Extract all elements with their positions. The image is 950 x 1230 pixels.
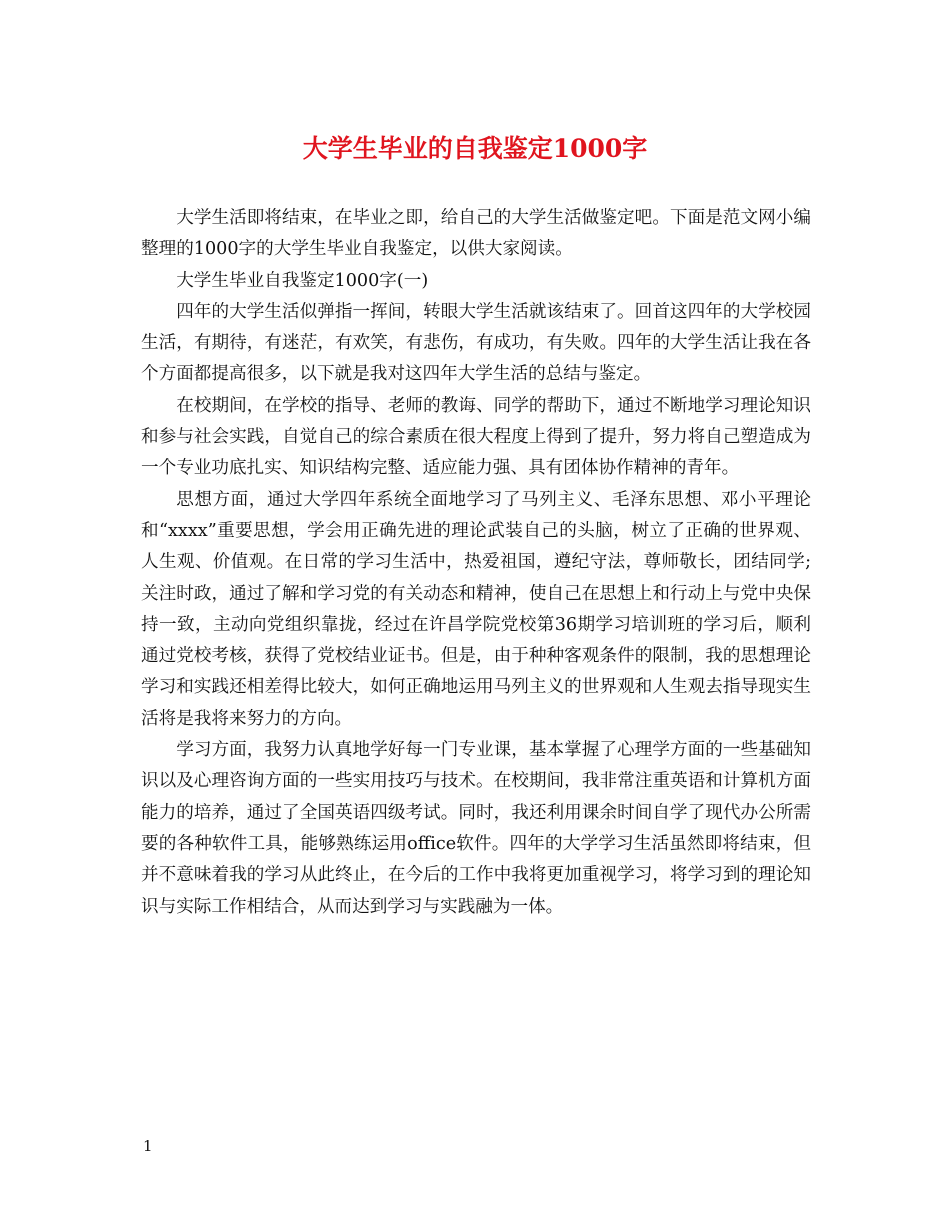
paragraph-study: 学习方面，我努力认真地学好每一门专业课，基本掌握了心理学方面的一些基础知识以及心理咨询方面的一些实用技巧与技术。在校期间，我非常注重英语和计算机方面能力的培养，通过了全国英语四级考试。同时，我还利用课余时间自学了现代办公所需要的各种软件工具，能够熟练运用office软件。四年的大学学习生活虽然即将结束，但并不意味着我的学习从此终止，在今后的工作中我将更加重视学习，将学习到的理论知识与实际工作相结合，从而达到学习与实践融为一体。 (141, 740, 811, 917)
document-title: 大学生毕业的自我鉴定1000字 (302, 134, 648, 163)
page-number: 1 (143, 1137, 153, 1155)
paragraph-school-period: 在校期间，在学校的指导、老师的教诲、同学的帮助下，通过不断地学习理论知识和参与社会实践，自觉自己的综合素质在很大程度上得到了提升，努力将自己塑造成为一个专业功底扎实、知识结构完整、适应能力强、具有团体协作精神的青年。 (141, 395, 811, 479)
paragraph-intro: 大学生活即将结束，在毕业之即，给自己的大学生活做鉴定吧。下面是范文网小编整理的1000字的大学生毕业自我鉴定，以供大家阅读。 (141, 208, 811, 260)
paragraph-section-heading: 大学生毕业自我鉴定1000字(一) (176, 270, 429, 291)
paragraph-overview: 四年的大学生活似弹指一挥间，转眼大学生活就该结束了。回首这四年的大学校园生活，有期待，有迷茫，有欢笑，有悲伤，有成功，有失败。四年的大学生活让我在各个方面都提高很多，以下就是我对这四年大学生活的总结与鉴定。 (141, 301, 811, 385)
paragraph-ideology: 思想方面，通过大学四年系统全面地学习了马列主义、毛泽东思想、邓小平理论和“xxxx”重要思想，学会用正确先进的理论武装自己的头脑，树立了正确的世界观、人生观、价值观。在日常的学习生活中，热爱祖国，遵纪守法，尊师敬长，团结同学;关注时政，通过了解和学习党的有关动态和精神，使自己在思想上和行动上与党中央保持一致，主动向党组织靠拢，经过在许昌学院党校第36期学习培训班的学习后，顺利通过党校考核，获得了党校结业证书。但是，由于种种客观条件的限制，我的思想理论学习和实践还相差得比较大，如何正确地运用马列主义的世界观和人生观去指导现实生活将是我将来努力的方向。 (141, 489, 811, 729)
document-body (141, 203, 811, 923)
